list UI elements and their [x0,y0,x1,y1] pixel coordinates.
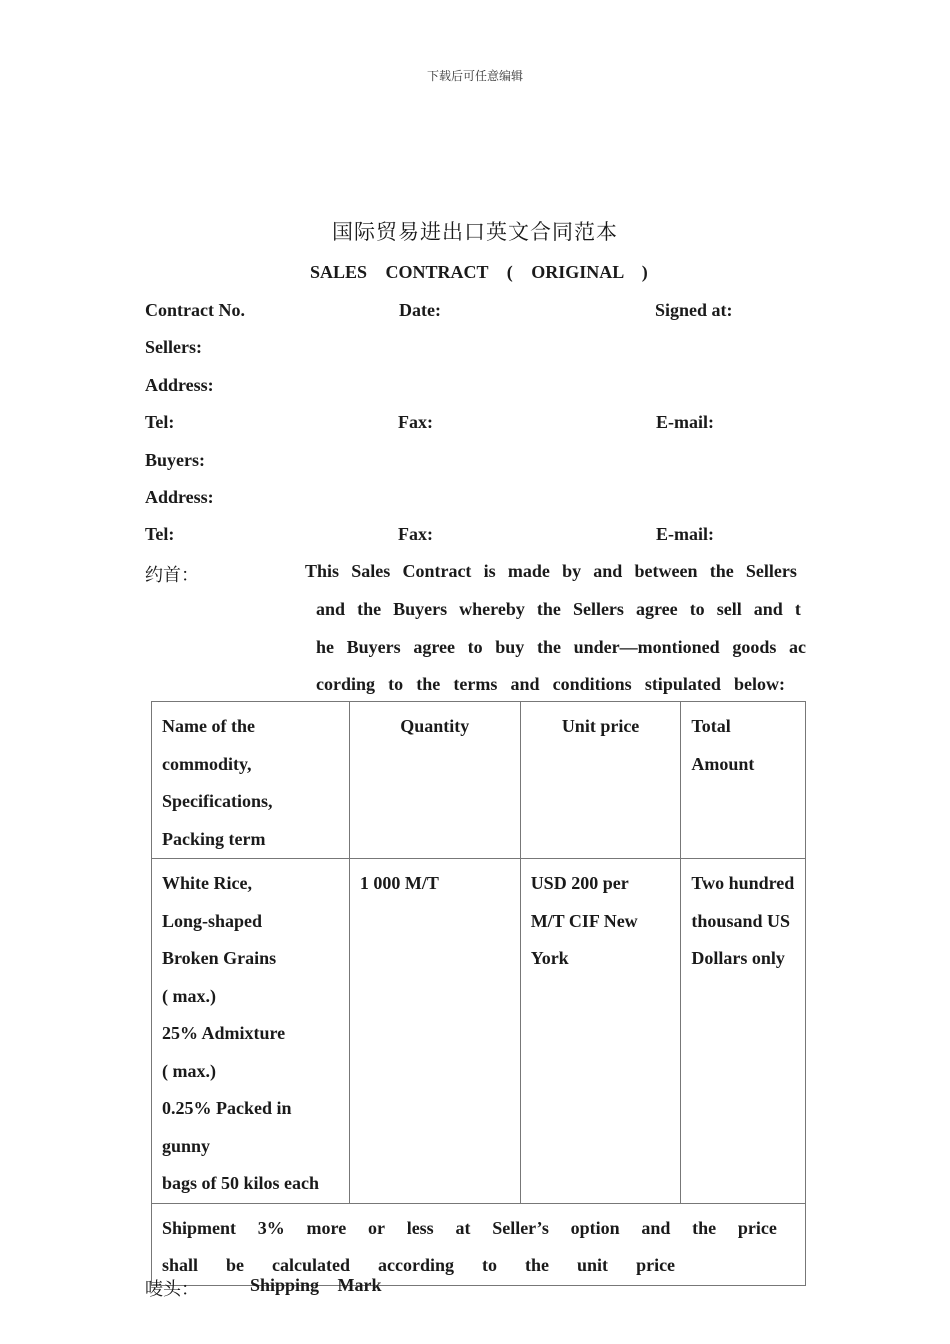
word: made [507,561,550,581]
word: and [753,599,783,619]
word: and [641,1217,671,1238]
header-quantity: Quantity [349,702,520,859]
word: Shipment [162,1217,237,1238]
shipment-row [152,1203,806,1285]
cell-quantity: 1 000 M/T [349,859,520,1204]
word: calculated [272,1255,351,1275]
word: by [562,561,582,581]
word: at [455,1217,471,1238]
word: to [467,637,483,657]
word: price [737,1217,777,1238]
word: unit [577,1255,609,1275]
word: below: [733,674,785,694]
chinese-title: 国际贸易进出口英文合同范本 [332,220,618,244]
word: agree [413,637,455,657]
word: ac [788,637,806,657]
word: be [226,1255,245,1275]
word: 3% [257,1217,285,1238]
word: Sellers [745,561,797,581]
word: and [316,599,346,619]
sellers-fax-label: Fax: [398,412,433,432]
date-label: Date: [399,300,441,320]
word: stipulated [644,674,721,694]
word: t [794,599,801,619]
sellers-label: Sellers: [145,337,202,357]
cell-unit-price: USD 200 per M/T CIF New York [520,859,681,1204]
header-total-amount: Total Amount [681,702,806,859]
word: cording [316,674,376,694]
word: the [536,599,561,619]
table-header-row [152,702,806,859]
header-unit-price: Unit price [520,702,681,859]
goods-table [151,701,806,1286]
contract-no-label: Contract No. [145,300,245,320]
word: shall [162,1255,199,1275]
word: buy [495,637,525,657]
word: according [378,1255,455,1275]
word: Sellers [572,599,624,619]
word: and [593,561,623,581]
word: the [709,561,734,581]
word: the [692,1217,717,1238]
word: the [357,599,382,619]
word: to [689,599,705,619]
buyers-address-label: Address: [145,487,214,507]
word: whereby [459,599,525,619]
word: goods [732,637,777,657]
word: or [367,1217,385,1238]
shipping-mark-label: 唛头： [145,1279,199,1299]
sellers-email-label: E-mail: [656,412,714,432]
cell-commodity: White Rice, Long-shaped Broken Grains ( max.) 25% Admixture ( max.) 0.25% Packed in gunny bags of 50 kilos each [152,859,350,1204]
cell-total-amount: Two hundred thousand US Dollars only [681,859,806,1204]
signed-at-label: Signed at: [655,300,733,320]
word: terms [453,674,498,694]
word: Buyers [346,637,401,657]
word: conditions [552,674,632,694]
sellers-address-label: Address: [145,375,214,395]
table-row [152,859,806,1204]
word: the [525,1255,550,1275]
preamble-label: 约首： [145,565,199,585]
word: under—montioned [573,637,720,657]
header-note: 下载后可任意编辑 [426,69,523,83]
contract-title: SALES CONTRACT ( ORIGINAL ) [310,262,648,282]
word: the [536,637,561,657]
buyers-email-label: E-mail: [656,524,714,544]
buyers-fax-label: Fax: [398,524,433,544]
header-commodity: Name of the commodity, Specifications, Packing term [152,702,350,859]
buyers-label: Buyers: [145,450,205,470]
word: Buyers [393,599,448,619]
word: less [406,1217,434,1238]
word: to [482,1255,498,1275]
word: option [570,1217,620,1238]
shipping-mark-value: Shipping Mark [250,1275,382,1295]
word: This [305,561,340,581]
word: sell [716,599,742,619]
word: Contract [402,561,472,581]
word: more [306,1217,347,1238]
shipment-terms [152,1203,806,1285]
word: between [634,561,698,581]
word: the [416,674,441,694]
word: agree [635,599,678,619]
sellers-tel-label: Tel: [145,412,175,432]
word: and [510,674,540,694]
word: Seller’s [492,1217,549,1238]
word: he [316,637,334,657]
word: is [483,561,496,581]
buyers-tel-label: Tel: [145,524,175,544]
word: price [636,1255,676,1275]
word: to [388,674,404,694]
word: Sales [351,561,391,581]
